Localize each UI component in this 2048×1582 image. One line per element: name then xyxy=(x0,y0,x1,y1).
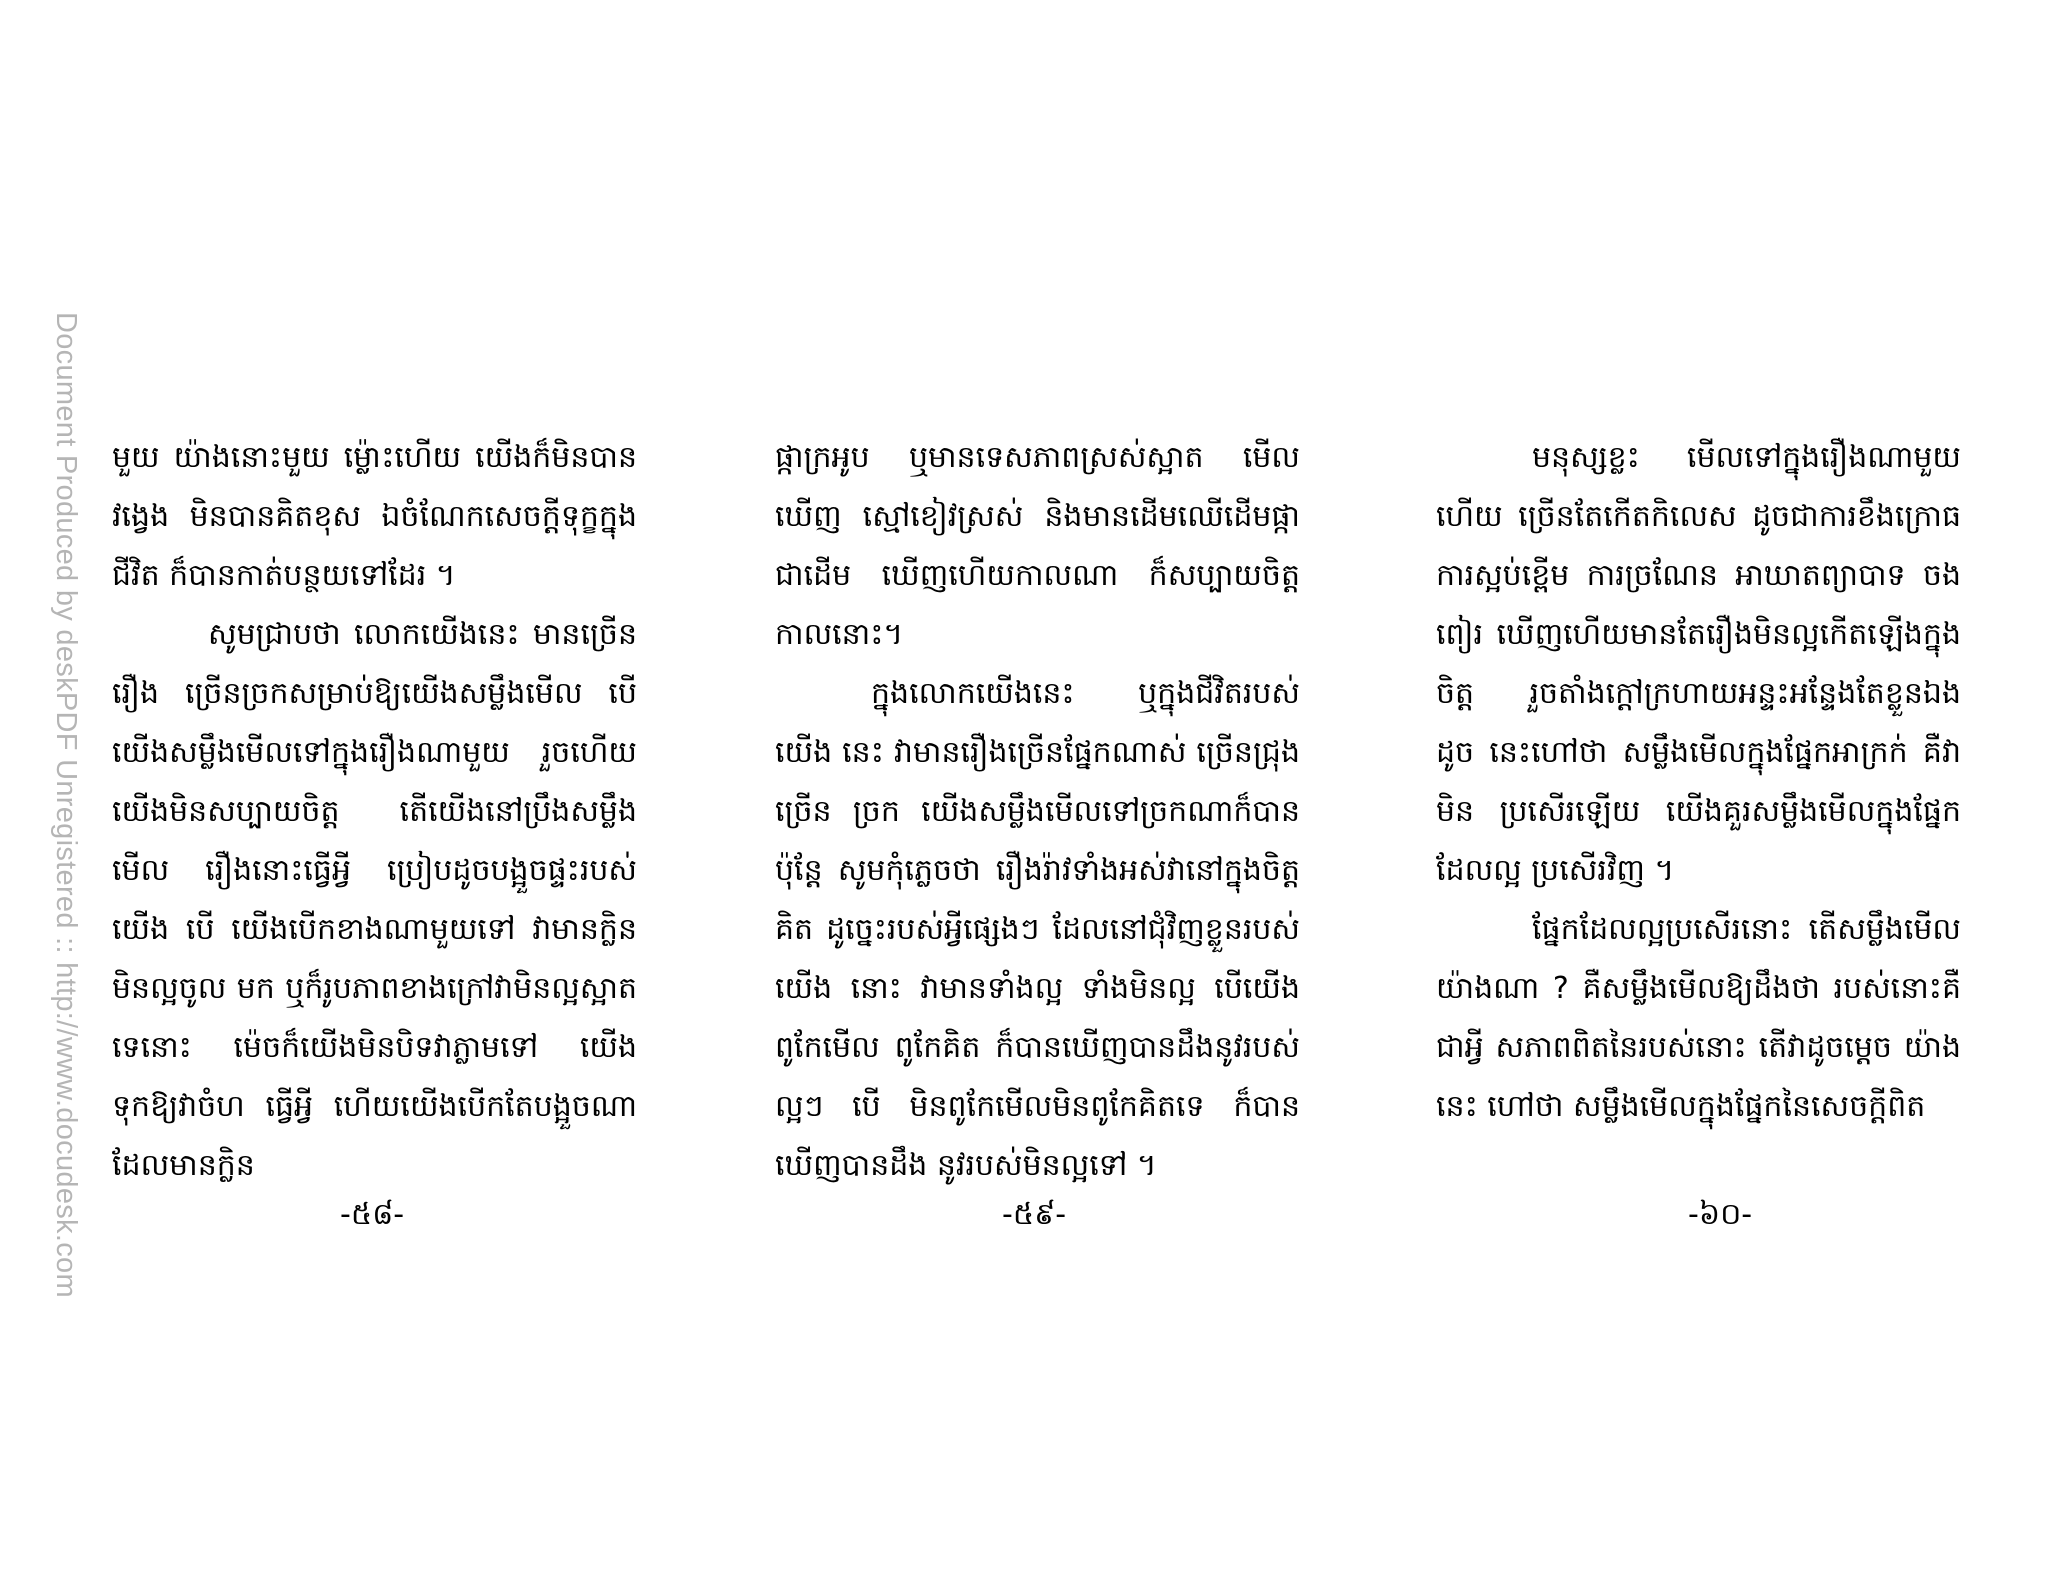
watermark-text: Document Produced by deskPDF Unregistered :: http://www.docudesk.com xyxy=(50,312,82,1298)
page-number: -៥៨- xyxy=(340,1197,405,1232)
page-number: -៥៩- xyxy=(1002,1197,1067,1232)
paragraph: សូមជ្រាបថា លោកយើងនេះ មានច្រើន រឿង ច្រើនច្រកសម្រាប់ឱ្យយើងសម្លឹងមើល បើ យើងសម្លឹងមើលទៅក្នុងរឿងណាមួយ រួចហើយ យើងមិនសប្បាយចិត្ត តើយើងនៅប្រឹងសម្លឹងមើល រឿងនោះធ្វើអ្វី ប្រៀបដូចបង្អួចផ្ទះរបស់យើង បើ យើងបើកខាងណាមួយទៅ វាមានក្លិនមិនល្អចូល មក ឬក៏រូបភាពខាងក្រៅវាមិនល្អស្អាតទេនោះ ម៉េចក៏យើងមិនបិទវាភ្លាមទៅ យើងទុកឱ្យវាចំហ ធ្វើអ្វី ហើយយើងបើកតែបង្អួចណាដែលមានក្លិន xyxy=(112,617,637,1183)
paragraph: ក្នុងលោកយើងនេះ ឬក្នុងជីវិតរបស់យើង នេះ វាមានរឿងច្រើនផ្នែកណាស់ ច្រើនជ្រុងច្រើន ច្រក យើងសម្លឹងមើលទៅច្រកណាក៏បាន ប៉ុន្តែ សូមកុំភ្លេចថា រឿងរ៉ាវទាំងអស់វានៅក្នុងចិត្តគិត ដូច្នេះរបស់អ្វីផ្សេងៗ ដែលនៅជុំវិញខ្លួនរបស់យើង នោះ វាមានទាំងល្អ ទាំងមិនល្អ បើយើងពូកែមើល ពូកែគិត ក៏បានឃើញបានដឹងនូវរបស់ល្អៗ បើ មិនពូកែមើលមិនពូកែគិតទេ ក៏បានឃើញបានដឹង នូវរបស់មិនល្អទៅ ។ xyxy=(775,676,1300,1183)
paragraph: ផ្នែកដែលល្អប្រសើរនោះ តើសម្លឹងមើល យ៉ាងណា ? គឺសម្លឹងមើលឱ្យដឹងថា របស់នោះគឺ ជាអ្វី សភាពពិតនៃរបស់នោះ តើវាដូចម្តេច យ៉ាង នេះ ហៅថា សម្លឹងមើលក្នុងផ្នែកនៃសេចក្តីពិត xyxy=(1436,912,1961,1124)
paragraph: មនុស្សខ្លះ មើលទៅក្នុងរឿងណាមួយ ហើយ ច្រើនតែកើតកិលេស ដូចជាការខឹងក្រោធ ការស្អប់ខ្ពើម ការច្រណែន អាឃាតព្យាបាទ ចង ពៀរ ឃើញហើយមានតែរឿងមិនល្អកើតឡើងក្នុង ចិត្ត រួចតាំងក្តៅក្រហាយអន្ទះអន្ទែងតែខ្លួនឯង ដូច នេះហៅថា សម្លឹងមើលក្នុងផ្នែកអាក្រក់ គឺវាមិន ប្រសើរឡើយ យើងគួរសម្លឹងមើលក្នុងផ្នែកដែលល្អ ប្រសើរវិញ ។ xyxy=(1436,440,1961,888)
page-number: -៦០- xyxy=(1688,1197,1753,1232)
page-column-59 xyxy=(775,428,1300,1195)
page-column-58 xyxy=(112,428,637,1195)
page-column-60 xyxy=(1436,428,1961,1136)
paragraph: ផ្កាក្រអូប ឬមានទេសភាពស្រស់ស្អាត មើលឃើញ ស្មៅខៀវស្រស់ និងមានដើមឈើដើមផ្កាជាដើម ឃើញហើយកាលណា ក៏សប្បាយចិត្តកាលនោះ។ xyxy=(775,440,1300,652)
paragraph: មួយ យ៉ាងនោះមួយ ម៉្លោះហើយ យើងក៏មិនបាន វង្វេង មិនបានគិតខុស ឯចំណែកសេចក្តីទុក្ខក្នុង ជីវិត ក៏បានកាត់បន្ថយទៅដែរ ។ xyxy=(112,440,637,593)
